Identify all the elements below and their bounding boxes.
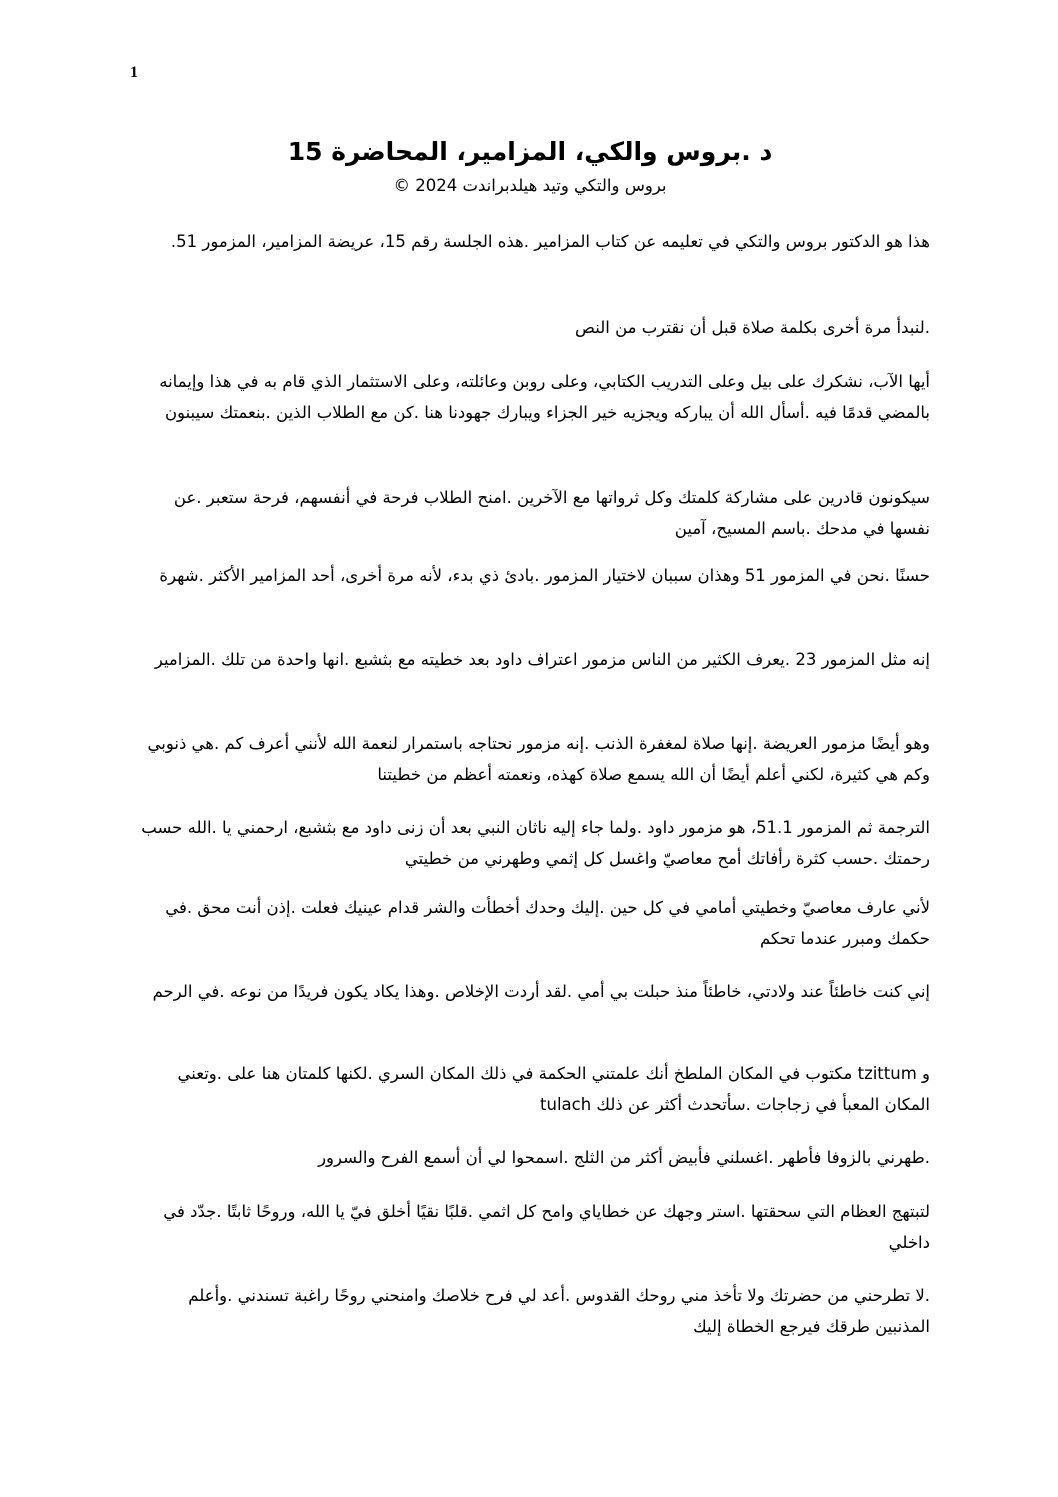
paragraph: أيها الآب، نشكرك على بيل وعلى التدريب الكتابي، وعلى روبن وعائلته، وعلى الاستثمار الذي قام به في هذا وإيمانه بالمضي قدمًا فيه .أسأل الله أن يباركه ويجزيه خير الجزاء ويبارك جهودنا هنا .كن مع الطلاب الذين .بنعمتك سيبنون — [159, 372, 930, 422]
paragraph: .طهرني بالزوفا فأطهر .اغسلني فأبيض أكثر من الثلج .اسمحوا لي أن أسمع الفرح والسرور — [318, 1148, 930, 1167]
paragraph: الترجمة ثم المزمور 51.1، هو مزمور داود .ولما جاء إليه ناثان النبي بعد أن زنى داود مع بثشبع، ارحمني يا .الله حسب رحمتك .حسب كثرة رأفاتك أمح معاصيّ واغسل كل إثمي وطهرني من خطيتي — [141, 818, 930, 868]
paragraph: وهو أيضًا مزمور العريضة .إنها صلاة لمغفرة الذنب .إنه مزمور نحتاجه باستمرار لنعمة الله لأنني أعرف كم .هي ذنوبي وكم هي كثيرة، لكني أعلم أيضًا أن الله يسمع صلاة كهذه، ونعمته أعظم من خطيتنا — [147, 734, 930, 784]
paragraph: إني كنت خاطئاً عند ولادتي، خاطئاً منذ حبلت بي أمي .لقد أردت الإخلاص .وهذا يكاد يكون فريدًا من نوعه .في الرحم — [152, 982, 930, 1001]
paragraph: سيكونون قادرين على مشاركة كلمتك وكل ثرواتها مع الآخرين .امنح الطلاب فرحة في أنفسهم، فرحة ستعبر .عن نفسها في مدحك .باسم المسيح، آمين — [173, 488, 930, 538]
paragraph: لتبتهج العظام التي سحقتها .استر وجهك عن خطاياي وامح كل اثمي .قلبًا نقيًا أخلق فيّ يا الله، وروحًا ثابتًا .جدّد في داخلي — [163, 1202, 930, 1252]
paragraph: حسنًا .نحن في المزمور 51 وهذان سببان لاختيار المزمور .بادئ ذي بدء، لأنه مرة أخرى، أحد المزامير الأكثر .شهرة — [159, 566, 930, 585]
page-number: 1 — [130, 64, 138, 81]
page-title: د .بروس والكي، المزامير، المحاضرة 15 — [287, 137, 773, 166]
paragraph: لأني عارف معاصيّ وخطيتي أمامي في كل حين .إليك وحدك أخطأت والشر قدام عينيك فعلت .إذن أنت محق .في حكمك ومبرر عندما تحكم — [165, 898, 930, 948]
paragraph: إنه مثل المزمور 23 .يعرف الكثير من الناس مزمور اعتراف داود بعد خطيته مع بثشبع .انها واحدة من تلك .المزامير — [154, 650, 930, 669]
paragraph: و tzittum مكتوب في المكان الملطخ أنك علمتني الحكمة في ذلك المكان السري .لكنها كلمتان هنا على .وتعني المكان المعبأ في زجاجات .سأتحدث أكثر عن ذلك tulach — [177, 1064, 930, 1114]
paragraph: .لا تطرحني من حضرتك ولا تأخذ مني روحك القدوس .أعد لي فرح خلاصك وامنحني روحًا راغبة تسندني .وأعلم المذنبين طرقك فيرجع الخطاة إليك — [188, 1286, 930, 1336]
page-subtitle: بروس والتكي وتيد هيلدبراندت 2024 © — [393, 176, 667, 195]
paragraph: هذا هو الدكتور بروس والتكي في تعليمه عن كتاب المزامير .هذه الجلسة رقم 15، عريضة المزامير، المزمور 51. — [170, 232, 930, 251]
paragraph: .لنبدأ مرة أخرى بكلمة صلاة قبل أن نقترب من النص — [575, 318, 930, 337]
